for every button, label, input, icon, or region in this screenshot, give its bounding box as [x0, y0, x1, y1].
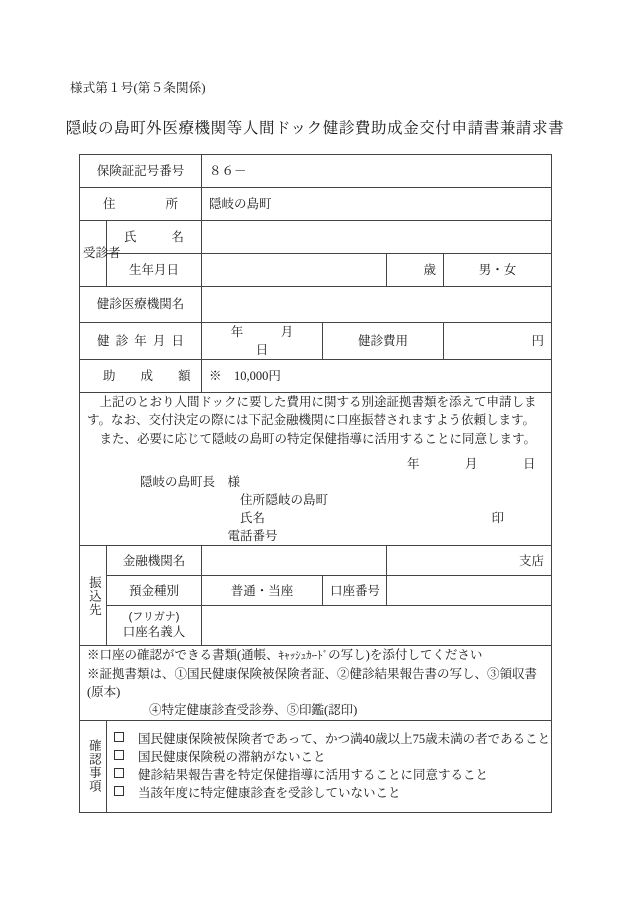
note-line-2-continued: ④特定健康診査受診券、⑤印鑑(認印) — [149, 703, 358, 718]
confirmation-item-label: 当該年度に特定健康診査を受診していないこと — [138, 786, 401, 801]
table-row-birthdate — [80, 254, 552, 287]
institution-label: 健診医療機関名 — [80, 287, 202, 323]
address-label: 住 所 — [80, 188, 202, 221]
name-value[interactable] — [202, 221, 552, 254]
applicant-address-line — [87, 491, 544, 509]
note-line-2: ※証拠書類は、①国民健康保険被保険者証、②健診結果報告書の写し、③領収書(原本) — [87, 667, 538, 700]
applicant-name-line — [87, 509, 544, 527]
checkbox-icon[interactable] — [114, 750, 124, 760]
name-label: 氏 名 — [107, 221, 202, 254]
note-line-1 — [87, 646, 544, 665]
bank-section-label: 振込先 — [80, 546, 107, 646]
applicant-phone-line — [87, 527, 544, 545]
table-row-examinee-name — [80, 221, 552, 254]
applicant-address-value[interactable]: 隠岐の島町 — [265, 492, 329, 507]
account-number-label: 口座番号 — [323, 576, 387, 606]
insurance-number-value[interactable]: ８６－ — [202, 155, 552, 188]
confirmation-item[interactable] — [114, 784, 544, 802]
date-day-label[interactable]: 日 — [523, 456, 537, 471]
addressee-honorific: 様 — [227, 474, 241, 489]
exam-cost-unit[interactable]: 円 — [444, 323, 552, 360]
confirmation-item[interactable] — [114, 766, 544, 784]
document-title: 隠岐の島町外医療機関等人間ドック健診費助成金交付申請書兼請求書 — [65, 120, 565, 137]
bank-institution-value[interactable] — [202, 546, 387, 576]
table-row-bank-account — [80, 576, 552, 606]
birthdate-value[interactable] — [202, 254, 387, 287]
exam-date-label: 健診年月日 — [80, 323, 202, 360]
declaration-line-1: 上記のとおり人間ドックに要した費用に関する別途証拠書類を添えて申請します。なお、交付決定の際には下記金融機関に口座振替されますよう依頼します。 — [87, 395, 537, 428]
confirmation-list — [107, 720, 552, 812]
checkbox-icon[interactable] — [114, 786, 124, 796]
checkbox-icon[interactable] — [114, 732, 124, 742]
seal-mark[interactable]: 印 — [491, 511, 505, 525]
institution-value[interactable] — [202, 287, 552, 323]
gender-options[interactable]: 男・女 — [444, 254, 552, 287]
examinee-label: 受診者 — [80, 221, 107, 287]
note-1-halfwidth-term: ｷｬｯｼｭｶｰﾄﾞ — [278, 650, 329, 663]
notes-block — [80, 646, 552, 720]
confirmation-section-label: 確認事項 — [80, 720, 107, 812]
table-row-exam-date-cost — [80, 323, 552, 360]
note-1-suffix: の写し)を添付してください — [328, 648, 483, 663]
confirmation-item[interactable] — [114, 730, 551, 748]
addressee-name: 隠岐の島町長 — [140, 474, 216, 489]
note-1-prefix: ※口座の確認ができる書類(通帳、 — [87, 648, 279, 663]
confirmation-item-label: 健診結果報告書を特定保健指導に活用することに同意すること — [138, 768, 489, 783]
exam-date-value[interactable]: 年 月 日 — [202, 323, 323, 360]
applicant-phone-label[interactable]: 電話番号 — [227, 529, 278, 544]
form-number: 様式第１号(第５条関係) — [70, 81, 206, 95]
date-month-label[interactable]: 月 — [465, 456, 479, 471]
table-row-account-holder — [80, 606, 552, 646]
exam-cost-label: 健診費用 — [323, 323, 444, 360]
bank-branch-label[interactable]: 支店 — [387, 546, 552, 576]
deposit-type-options[interactable]: 普通・当座 — [202, 576, 323, 606]
account-holder-label: (フリガナ) 口座名義人 — [107, 606, 202, 646]
checkbox-icon[interactable] — [114, 768, 124, 778]
insurance-number-label: 保険証記号番号 — [80, 155, 202, 188]
address-value[interactable]: 隠岐の島町 — [202, 188, 552, 221]
birthdate-label: 生年月日 — [107, 254, 202, 287]
declaration-date-line — [87, 455, 544, 473]
table-row-bank-institution — [80, 546, 552, 576]
subsidy-label: 助 成 額 — [80, 360, 202, 393]
table-row-insurance-number — [80, 155, 552, 188]
table-row-institution — [80, 287, 552, 323]
table-row-declaration — [80, 393, 552, 546]
subsidy-value: ※ 10,000円 — [202, 360, 552, 393]
table-row-confirmation — [80, 720, 552, 812]
table-row-notes — [80, 646, 552, 720]
table-row-address — [80, 188, 552, 221]
applicant-address-label: 住所 — [240, 492, 266, 507]
deposit-type-label: 預金種別 — [107, 576, 202, 606]
confirmation-item-label: 国民健康保険被保険者であって、かつ満40歳以上75歳未満の者であること — [138, 731, 551, 746]
date-year-label[interactable]: 年 — [407, 456, 421, 471]
table-row-subsidy — [80, 360, 552, 393]
account-holder-value[interactable] — [202, 606, 552, 646]
declaration-line-2: また、必要に応じて隠岐の島町の特定保健指導に活用することに同意します。 — [99, 431, 537, 446]
addressee-line — [87, 473, 544, 491]
account-number-value[interactable] — [387, 576, 552, 606]
age-unit-label[interactable]: 歳 — [387, 254, 444, 287]
applicant-name-label: 氏名 — [240, 511, 266, 525]
account-holder-furigana-label: (フリガナ) — [128, 611, 180, 624]
confirmation-item-label: 国民健康保険税の滞納がないこと — [138, 749, 326, 764]
bank-institution-label: 金融機関名 — [107, 546, 202, 576]
application-form-table — [79, 154, 552, 813]
confirmation-item[interactable] — [114, 748, 544, 766]
declaration-block — [80, 393, 552, 546]
